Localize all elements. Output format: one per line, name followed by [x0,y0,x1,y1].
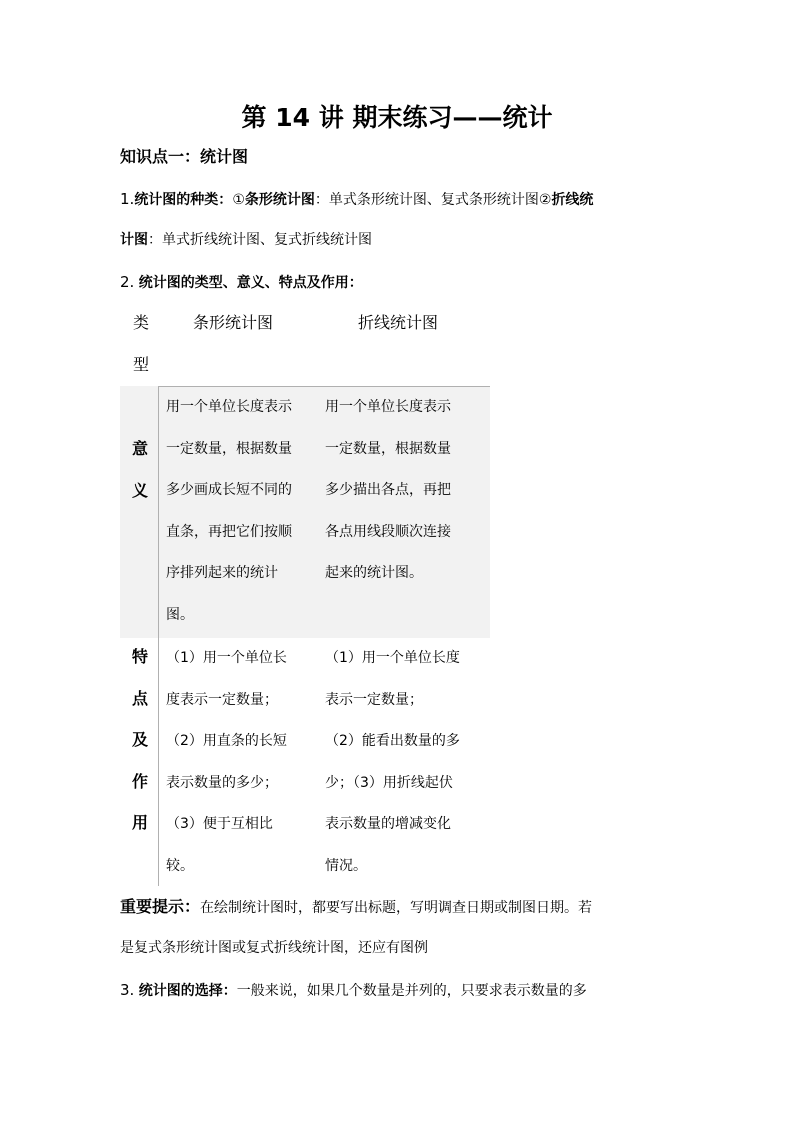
cell-line: 表示一定数量； [325,691,423,708]
bar-chart-kinds: ：单式条形统计图、复式条形统计图 [314,192,539,208]
tip-text-1: 在绘制统计图时，都要写出标题，写明调查日期或制图日期。若 [200,900,593,916]
cell-line: 表示数量的多少； [166,774,278,791]
header-line-chart: 折线统计图 [358,313,439,332]
cell-line: 一定数量，根据数量 [166,440,292,457]
tip-line-2: 是复式条形统计图或复式折线统计图，还应有图例 [120,940,428,956]
cell-line: （2）能看出数量的多 [325,733,460,749]
item-2-lead: 统计图的类型、意义、特点及作用： [138,275,363,291]
cell-line: （3）便于互相比 [166,816,273,832]
item-3-number: 3. [120,981,135,999]
features-line-cell [325,648,460,897]
bar-chart-term: 条形统计图 [244,192,315,208]
meaning-label-char: 意 [131,439,148,458]
tip-lead: 重要提示： [120,897,201,916]
item-3-text: 一般来说，如果几个数量是并列的，只要求表示数量的多 [236,983,587,999]
cell-line: 多少描出各点，再把 [325,482,451,498]
cell-line: 用一个单位长度表示 [166,399,292,415]
section-heading: 知识点一：统计图 [120,147,249,166]
features-label-char: 及 [131,730,148,749]
item-2-line [120,271,363,294]
cell-line: 起来的统计图。 [325,565,423,581]
line-chart-term-part1: 折线统 [551,192,594,208]
cell-line: 各点用线段顺次连接 [325,523,451,540]
features-row-label [120,646,160,854]
features-label-char: 作 [131,771,148,791]
meaning-label-char: 义 [131,480,148,500]
meaning-bar-cell [166,397,292,646]
cell-line: 较。 [166,857,194,874]
header-type-char-1: 类 [133,313,150,332]
cell-line: 一定数量，根据数量 [325,440,451,457]
tip-line-1 [120,896,592,919]
cell-line: （2）用直条的长短 [166,733,287,749]
header-bar-chart: 条形统计图 [193,313,274,332]
header-type-char-2: 型 [133,355,150,374]
cell-line: 序排列起来的统计 [166,565,278,581]
circled-two-marker: ② [538,192,552,208]
item-1-line-1 [120,188,593,211]
circled-one-marker: ① [232,192,245,208]
line-chart-kinds: ：单式折线统计图、复式折线统计图 [148,232,372,248]
cell-line: （1）用一个单位长度 [325,650,460,666]
cell-line: 表示数量的增减变化 [325,816,451,832]
item-1-number: 1. [120,190,135,208]
meaning-row-label [120,438,160,521]
cell-line: 少；（3）用折线起伏 [325,774,453,791]
cell-line: 多少画成长短不同的 [166,482,292,498]
item-3-lead: 统计图的选择： [138,983,237,999]
page-title: 第 14 讲 期末练习——统计 [241,103,553,132]
cell-line: 度表示一定数量； [166,691,278,708]
line-chart-term-part2: 计图 [120,232,148,248]
table-top-rule [158,386,490,387]
item-1-line-2 [120,229,372,251]
cell-line: 直条，再把它们按顺 [166,523,292,540]
cell-line: 图。 [166,606,194,623]
features-label-char: 用 [131,813,148,832]
features-label-char: 特 [131,647,148,666]
cell-line: 用一个单位长度表示 [325,399,451,415]
cell-line: 情况。 [325,857,367,874]
features-bar-cell [166,648,287,897]
cell-line: （1）用一个单位长 [166,650,287,666]
item-3-line [120,979,587,1002]
features-label-char: 点 [131,688,148,708]
meaning-line-cell [325,397,451,605]
item-1-lead: 统计图的种类： [134,192,233,208]
item-2-number: 2. [120,273,135,291]
